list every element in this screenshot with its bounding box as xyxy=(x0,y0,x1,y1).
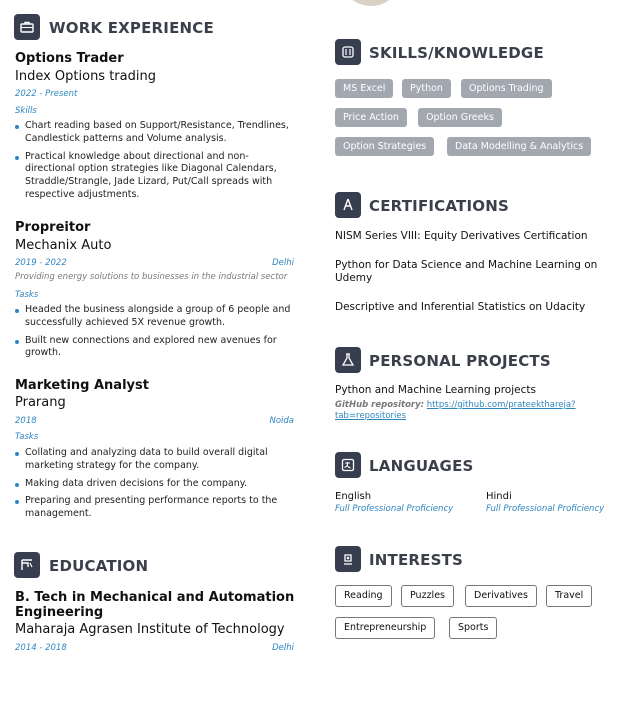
skill-tag: Price Action xyxy=(335,108,407,127)
job-subheading: Tasks xyxy=(15,290,39,300)
interest-tag: Entrepreneurship xyxy=(335,617,435,639)
job-date: 2019 - 2022 xyxy=(15,258,67,268)
certification-item: Python for Data Science and Machine Learning on Udemy xyxy=(335,259,598,284)
project-title: Python and Machine Learning projects xyxy=(335,384,536,396)
list-item: Preparing and presenting performance reports to the management. xyxy=(15,495,298,521)
interest-tag: Sports xyxy=(449,617,497,639)
job-organization: Index Options trading xyxy=(15,69,156,84)
job-title: Marketing Analyst xyxy=(15,378,149,393)
job-description: Providing energy solutions to businesses in the industrial sector xyxy=(15,272,288,282)
language-level: Full Professional Proficiency xyxy=(335,504,454,514)
job-organization: Prarang xyxy=(15,395,66,410)
list-item: Collating and analyzing data to build overall digital marketing strategy for the company. xyxy=(15,447,298,473)
interest-tag: Travel xyxy=(546,585,592,607)
skills-icon xyxy=(335,39,361,65)
repo-link-continued[interactable]: tab=repositories xyxy=(335,411,407,421)
job-subheading: Tasks xyxy=(15,432,39,442)
interests-heading: INTERESTS xyxy=(369,551,464,569)
repo-label: GitHub repository: xyxy=(335,400,425,410)
job-title: Options Trader xyxy=(15,51,124,66)
language-name: English xyxy=(335,491,372,502)
profile-photo xyxy=(340,0,402,6)
certification-item: NISM Series VIII: Equity Derivatives Certification xyxy=(335,230,588,242)
job-bullets xyxy=(15,120,298,207)
certifications-heading: CERTIFICATIONS xyxy=(369,197,509,215)
flask-icon xyxy=(335,347,361,373)
languages-heading: LANGUAGES xyxy=(369,457,474,475)
certificate-icon xyxy=(335,192,361,218)
job-date: 2022 - Present xyxy=(15,89,78,99)
education-date: 2014 - 2018 xyxy=(15,643,67,653)
education-location: Delhi xyxy=(272,643,294,653)
skills-heading: SKILLS/KNOWLEDGE xyxy=(369,44,544,62)
school-name: Maharaja Agrasen Institute of Technology xyxy=(15,622,285,637)
repo-link[interactable]: https://github.com/prateekthareja? xyxy=(426,400,576,410)
work-experience-heading: WORK EXPERIENCE xyxy=(49,19,214,37)
briefcase-icon xyxy=(14,14,40,40)
degree-title: B. Tech in Mechanical and Automation Engineering xyxy=(15,590,295,620)
skill-tag: Option Greeks xyxy=(418,108,502,127)
language-icon xyxy=(335,452,361,478)
job-location: Noida xyxy=(269,416,294,426)
education-heading: EDUCATION xyxy=(49,557,149,575)
skill-tag: Options Trading xyxy=(461,79,552,98)
language-level: Full Professional Proficiency xyxy=(486,504,605,514)
interest-tag: Reading xyxy=(335,585,392,607)
interest-tag: Derivatives xyxy=(465,585,537,607)
language-name: Hindi xyxy=(486,491,512,502)
list-item: Practical knowledge about directional and non-directional option strategies like Diagonal Calendars, Straddle/Strangle, Jade Lizard, Put/Call spreads with respective adjustments. xyxy=(15,151,298,202)
list-item: Built new connections and explored new avenues for growth. xyxy=(15,335,298,361)
skill-tag: Option Strategies xyxy=(335,137,434,156)
list-item: Chart reading based on Support/Resistance, Trendlines, Candlestick patterns and Volume analysis. xyxy=(15,120,298,146)
job-location: Delhi xyxy=(272,258,294,268)
project-repo xyxy=(335,400,595,422)
skill-tag: MS Excel xyxy=(335,79,393,98)
projects-heading: PERSONAL PROJECTS xyxy=(369,352,551,370)
certification-item: Descriptive and Inferential Statistics on Udacity xyxy=(335,301,586,313)
skill-tag: Data Modelling & Analytics xyxy=(447,137,591,156)
job-bullets xyxy=(15,447,298,526)
job-date: 2018 xyxy=(15,416,37,426)
job-title: Propreitor xyxy=(15,220,91,235)
job-bullets xyxy=(15,304,298,365)
interest-tag: Puzzles xyxy=(401,585,454,607)
job-subheading: Skills xyxy=(15,106,37,116)
list-item: Headed the business alongside a group of 6 people and successfully achieved 5X revenue growth. xyxy=(15,304,298,330)
graduation-icon xyxy=(14,552,40,578)
skill-tag: Python xyxy=(402,79,451,98)
list-item: Making data driven decisions for the company. xyxy=(15,478,298,491)
job-organization: Mechanix Auto xyxy=(15,238,112,253)
interests-icon xyxy=(335,546,361,572)
